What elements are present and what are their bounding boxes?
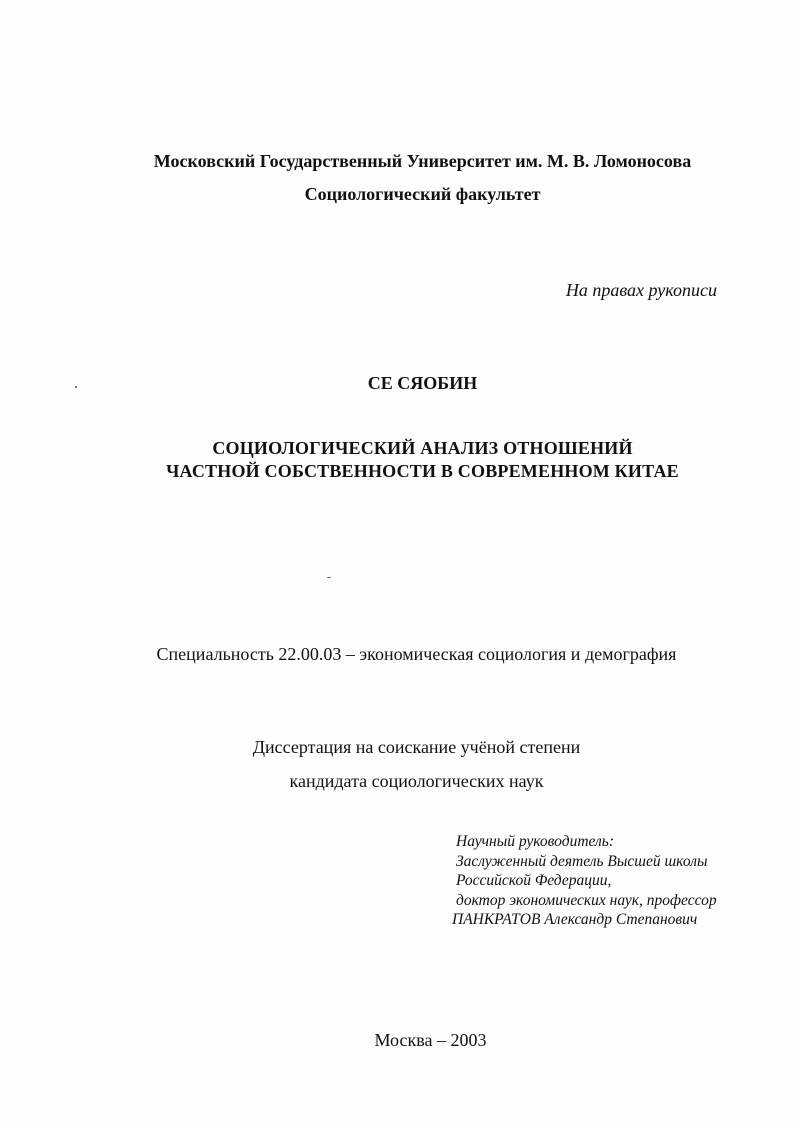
faculty-name: Социологический факультет bbox=[304, 184, 541, 204]
university-name: Московский Государственный Университет им. М. В. Ломоносова bbox=[153, 151, 692, 171]
advisor-role: Научный руководитель: bbox=[456, 833, 614, 850]
advisor-degree: доктор экономических наук, профессор bbox=[456, 891, 717, 909]
scan-speck bbox=[327, 577, 331, 578]
advisor-block bbox=[452, 832, 717, 930]
dissertation-title-line-1: СОЦИОЛОГИЧЕСКИЙ АНАЛИЗ ОТНОШЕНИЙ bbox=[212, 438, 633, 458]
degree-line-2: кандидата социологических наук bbox=[289, 771, 544, 791]
advisor-title-2: Российской Федерации, bbox=[456, 872, 612, 889]
manuscript-note: На правах рукописи bbox=[565, 280, 717, 300]
dissertation-title-line-2: ЧАСТНОЙ СОБСТВЕННОСТИ В СОВРЕМЕННОМ КИТАЕ bbox=[166, 461, 679, 481]
author-name: СЕ СЯОБИН bbox=[367, 373, 478, 393]
advisor-name: ПАНКРАТОВ Александр Степанович bbox=[452, 911, 698, 928]
specialty: Специальность 22.00.03 – экономическая социология и демография bbox=[156, 644, 677, 664]
scan-speck bbox=[75, 386, 77, 388]
advisor-title-1: Заслуженный деятель Высшей школы bbox=[456, 852, 708, 870]
degree-line-1: Диссертация на соискание учёной степени bbox=[252, 737, 581, 757]
city-year: Москва – 2003 bbox=[374, 1030, 487, 1050]
